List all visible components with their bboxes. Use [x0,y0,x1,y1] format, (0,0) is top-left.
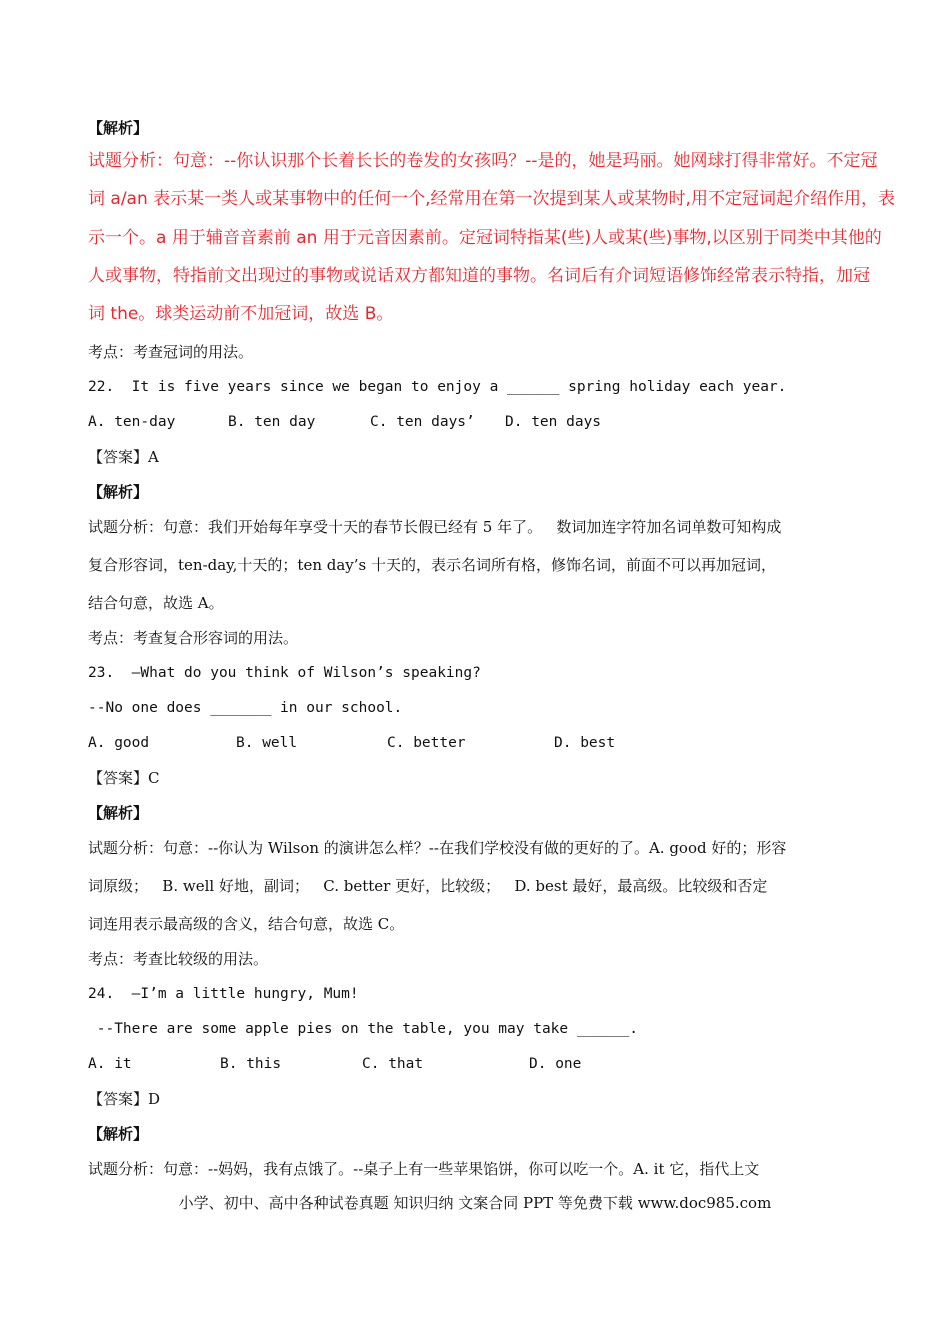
q24-analysis-header: 【解析】 [88,1125,149,1143]
q23-kaodian: 考点：考查比较级的用法。 [88,950,269,968]
q24-answer: 【答案】D [88,1090,161,1108]
q23-analysis-header: 【解析】 [88,804,149,822]
q23-analysis-line: 词连用表示最高级的含义，结合句意，故选 C。 [88,915,405,933]
q22-option-a: A. ten-day [88,414,176,430]
q22-option-c: C. ten days’ [370,414,475,430]
q24-question-line: --There are some apple pies on the table, you may take ______. [88,1021,638,1037]
q24-option-c: C. that [362,1056,424,1072]
q21-analysis-header: 【解析】 [88,119,149,137]
q22-analysis-header: 【解析】 [88,483,149,501]
q21-analysis-line: 示一个。a 用于辅音音素前 an 用于元音因素前。定冠词特指某(些)人或某(些)事物,以区别于同类中其他的 [88,228,882,248]
q22-options [88,412,788,432]
q24-options [88,1054,788,1074]
q22-kaodian: 考点：考查复合形容词的用法。 [88,629,299,647]
q21-kaodian: 考点：考查冠词的用法。 [88,343,254,361]
q23-question-line: 23. –What do you think of Wilson’s speaking? [88,665,481,681]
q22-analysis-line: 试题分析：句意：我们开始每年享受十天的春节长假已经有 5 年了。 数词加连字符加名词单数可知构成 [88,518,782,536]
q23-option-a: A. good [88,735,150,751]
q23-analysis-line: 试题分析：句意：--你认为 Wilson 的演讲怎么样？--在我们学校没有做的更好的了。A. good 好的；形容 [88,839,787,857]
q24-question-line: 24. –I’m a little hungry, Mum! [88,986,359,1002]
q22-answer: 【答案】A [88,448,159,466]
page-footer: 小学、初中、高中各种试卷真题 知识归纳 文案合同 PPT 等免费下载 www.doc985.com [178,1194,772,1212]
q24-option-a: A. it [88,1056,132,1072]
q21-analysis-line: 词 a/an 表示某一类人或某事物中的任何一个,经常用在第一次提到某人或某物时,用不定冠词起介绍作用，表 [88,189,895,209]
q23-analysis-line: 词原级； B. well 好地，副词； C. better 更好，比较级； D. best 最好，最高级。比较级和否定 [88,877,768,895]
q21-analysis-line: 试题分析：句意：--你认识那个长着长长的卷发的女孩吗？--是的，她是玛丽。她网球打得非常好。不定冠 [88,151,878,171]
q23-option-d: D. best [554,735,616,751]
q22-option-b: B. ten day [228,414,316,430]
q22-analysis-line: 复合形容词，ten-day,十天的；ten day’s 十天的，表示名词所有格，修饰名词，前面不可以再加冠词， [88,556,777,574]
q22-analysis-line: 结合句意，故选 A。 [88,594,224,612]
q21-analysis-line: 人或事物，特指前文出现过的事物或说话双方都知道的事物。名词后有介词短语修饰经常表示特指，加冠 [88,266,870,286]
q22-question: 22. It is five years since we began to enjoy a ______ spring holiday each year. [88,379,787,395]
q24-option-b: B. this [220,1056,282,1072]
q23-option-c: C. better [387,735,466,751]
q24-analysis-line: 试题分析：句意：--妈妈，我有点饿了。--桌子上有一些苹果馅饼，你可以吃一个。A. it 它，指代上文 [88,1160,760,1178]
q23-answer: 【答案】C [88,769,160,787]
q23-question-line: --No one does _______ in our school. [88,700,403,716]
q23-option-b: B. well [236,735,298,751]
q23-options [88,733,788,753]
q21-analysis-line: 词 the。球类运动前不加冠词，故选 B。 [88,304,394,324]
q22-option-d: D. ten days [505,414,602,430]
q24-option-d: D. one [529,1056,582,1072]
